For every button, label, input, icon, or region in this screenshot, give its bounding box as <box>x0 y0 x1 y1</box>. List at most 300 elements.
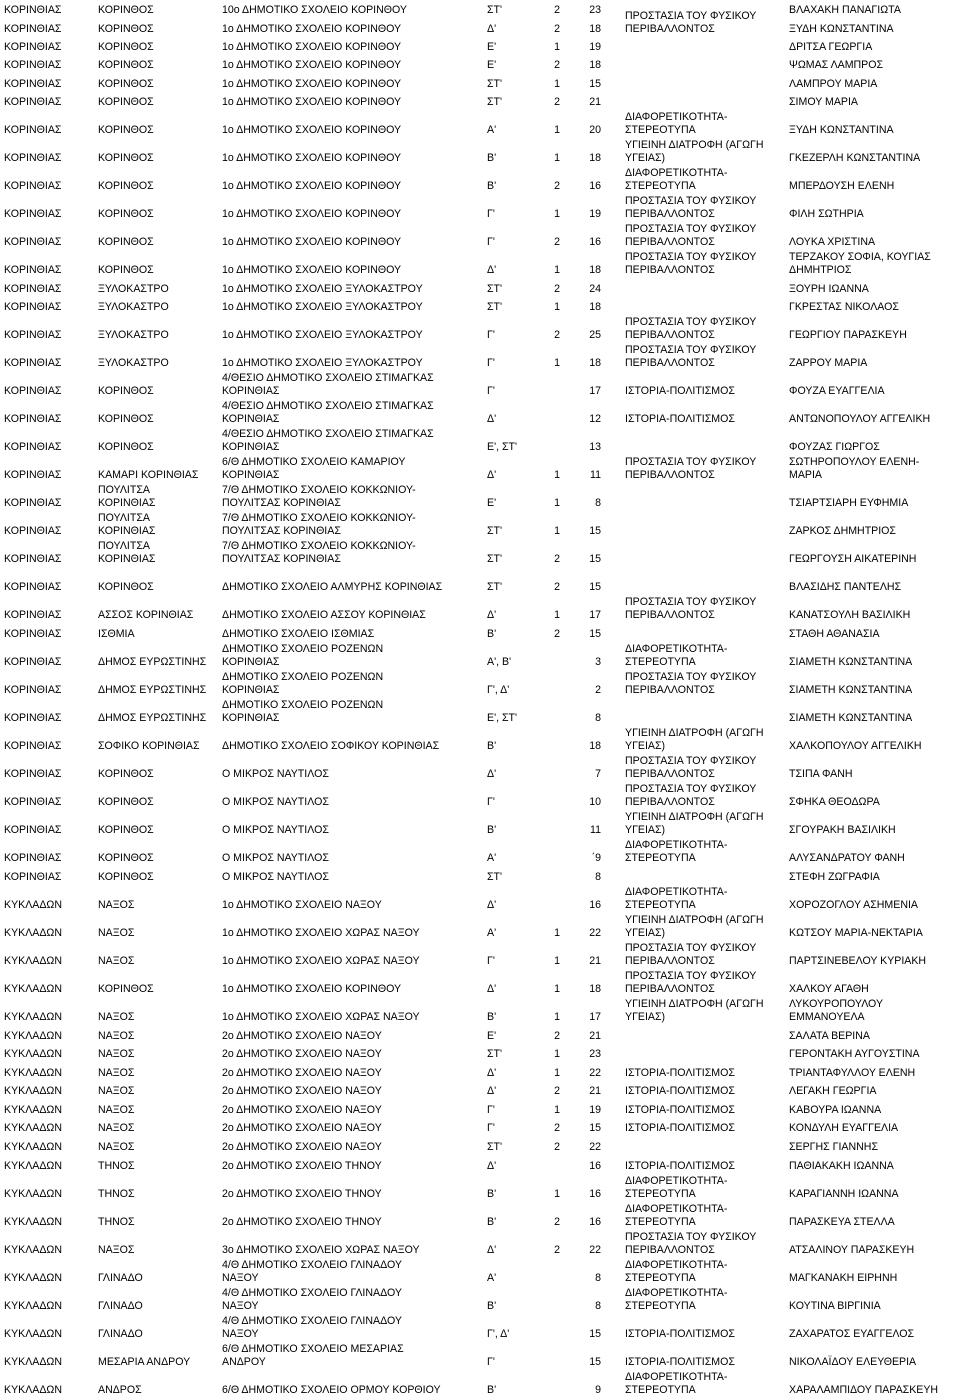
table-row <box>0 1136 960 1155</box>
teacher-cell: ΨΩΜΑΣ ΛΑΜΠΡΟΣ <box>789 59 884 71</box>
program-cell: ΔΙΑΦΟΡΕΤΙΚΟΤΗΤΑ- ΣΤΕΡΕΟΤΥΠΑ <box>625 1203 728 1228</box>
teacher-cell: ΧΑΛΚΟΥ ΑΓΑΘΗ <box>789 983 869 995</box>
teacher-cell: ΣΕΡΓΗΣ ΓΙΑΝΝΗΣ <box>789 1141 879 1153</box>
nomos-cell: ΚΟΡΙΝΘΙΑΣ <box>4 96 62 108</box>
section-cell: 2 <box>554 1085 560 1097</box>
students-cell: 18 <box>589 152 601 164</box>
nomos-cell: ΚΥΚΛΑΔΩΝ <box>4 1356 62 1368</box>
class-cell: Γ', Δ' <box>487 1328 510 1340</box>
program-cell: ΔΙΑΦΟΡΕΤΙΚΟΤΗΤΑ- ΣΤΕΡΕΟΤΥΠΑ <box>625 111 728 136</box>
students-cell: 16 <box>589 899 601 911</box>
section-cell: 2 <box>554 1244 560 1256</box>
nomos-cell: ΚΥΚΛΑΔΩΝ <box>4 983 62 995</box>
dimos-cell: ΚΟΡΙΝΘΟΣ <box>98 413 154 425</box>
table-row <box>0 1370 960 1398</box>
section-cell: 2 <box>554 236 560 248</box>
dimos-cell: ΚΟΡΙΝΘΟΣ <box>98 41 154 53</box>
program-cell: ΔΙΑΦΟΡΕΤΙΚΟΤΗΤΑ- ΣΤΕΡΕΟΤΥΠΑ <box>625 1259 728 1284</box>
teacher-cell: ΛΥΚΟΥΡΟΠΟΥΛΟΥ ΕΜΜΑΝΟΥΕΛΑ <box>789 998 884 1023</box>
class-cell: Δ' <box>487 1085 497 1097</box>
students-cell: 7 <box>595 768 601 780</box>
school-cell: ΔΗΜΟΤΙΚΟ ΣΧΟΛΕΙΟ ΣΟΦΙΚΟΥ ΚΟΡΙΝΘΙΑΣ <box>222 740 440 752</box>
program-cell: ΠΡΟΣΤΑΣΙΑ ΤΟΥ ΦΥΣΙΚΟΥ ΠΕΡΙΒΑΛΛΟΝΤΟΣ <box>625 1231 757 1256</box>
dimos-cell: ΚΟΡΙΝΘΟΣ <box>98 96 154 108</box>
students-cell: 18 <box>589 59 601 71</box>
students-cell: 18 <box>589 301 601 313</box>
teacher-cell: ΠΑΘΙΑΚΑΚΗ ΙΩΑΝΝΑ <box>789 1160 894 1172</box>
dimos-cell: ΚΟΡΙΝΘΟΣ <box>98 871 154 883</box>
dimos-cell: ΚΟΡΙΝΘΟΣ <box>98 264 154 276</box>
school-cell: Ο ΜΙΚΡΟΣ ΝΑΥΤΙΛΟΣ <box>222 824 329 836</box>
nomos-cell: ΚΟΡΙΝΘΙΑΣ <box>4 41 62 53</box>
dimos-cell: ΠΟΥΛΙΤΣΑ ΚΟΡΙΝΘΙΑΣ <box>98 512 156 537</box>
table-row <box>0 166 960 194</box>
students-cell: 16 <box>589 236 601 248</box>
dimos-cell: ΝΑΞΟΣ <box>98 1141 135 1153</box>
program-cell: ΙΣΤΟΡΙΑ-ΠΟΛΙΤΙΣΜΟΣ <box>625 1085 735 1097</box>
program-cell: ΠΡΟΣΤΑΣΙΑ ΤΟΥ ΦΥΣΙΚΟΥ ΠΕΡΙΒΑΛΛΟΝΤΟΣ <box>625 223 757 248</box>
teacher-cell: ΚΟΥΤΙΝΑ ΒΙΡΓΙΝΙΑ <box>789 1300 881 1312</box>
class-cell: Γ' <box>487 329 495 341</box>
teacher-cell: ΜΑΓΚΑΝΑΚΗ ΕΙΡΗΝΗ <box>789 1272 898 1284</box>
teacher-cell: ΓΕΡΟΝΤΑΚΗ ΑΥΓΟΥΣΤΙΝΑ <box>789 1048 920 1060</box>
school-cell: 7/Θ ΔΗΜΟΤΙΚΟ ΣΧΟΛΕΙΟ ΚΟΚΚΩΝΙΟΥ- ΠΟΥΛΙΤΣΑΣ ΚΟΡΙΝΘΙΑΣ <box>222 484 416 509</box>
students-cell: 15 <box>589 553 601 565</box>
nomos-cell: ΚΟΡΙΝΘΙΑΣ <box>4 441 62 453</box>
table-row <box>0 138 960 166</box>
school-cell: 2ο ΔΗΜΟΤΙΚΟ ΣΧΟΛΕΙΟ ΤΗΝΟΥ <box>222 1160 382 1172</box>
table-row <box>0 37 960 55</box>
class-cell: ΣΤ' <box>487 581 503 593</box>
class-cell: Ε' <box>487 497 497 509</box>
table-row <box>0 1314 960 1342</box>
class-cell: Β' <box>487 1011 497 1023</box>
table-row <box>0 73 960 92</box>
students-cell: 23 <box>589 4 601 16</box>
nomos-cell: ΚΟΡΙΝΘΙΑΣ <box>4 329 62 341</box>
program-cell: ΔΙΑΦΟΡΕΤΙΚΟΤΗΤΑ- ΣΤΕΡΕΟΤΥΠΑ <box>625 1371 728 1396</box>
students-cell: 15 <box>589 78 601 90</box>
nomos-cell: ΚΥΚΛΑΔΩΝ <box>4 1085 62 1097</box>
school-cell: 1ο ΔΗΜΟΤΙΚΟ ΣΧΟΛΕΙΟ ΞΥΛΟΚΑΣΤΡΟΥ <box>222 329 423 341</box>
dimos-cell: ΚΟΡΙΝΘΟΣ <box>98 852 154 864</box>
dimos-cell: ΝΑΞΟΣ <box>98 1104 135 1116</box>
students-cell: 21 <box>589 1085 601 1097</box>
program-cell: ΥΓΙΕΙΝΗ ΔΙΑΤΡΟΦΗ (ΑΓΩΓΗ ΥΓΕΙΑΣ) <box>625 811 764 836</box>
students-cell: 22 <box>589 927 601 939</box>
nomos-cell: ΚΟΡΙΝΘΙΑΣ <box>4 385 62 397</box>
dimos-cell: ΙΣΘΜΙΑ <box>98 628 135 640</box>
table-row <box>0 343 960 371</box>
dimos-cell: ΔΗΜΟΣ ΕΥΡΩΣΤΙΝΗΣ <box>98 712 207 724</box>
dimos-cell: ΚΟΡΙΝΘΟΣ <box>98 59 154 71</box>
dimos-cell: ΓΛΙΝΑΔΟ <box>98 1328 143 1340</box>
table-row <box>0 997 960 1025</box>
teacher-cell: ΦΟΥΖΑΣ ΓΙΩΡΓΟΣ <box>789 441 880 453</box>
program-cell: ΠΡΟΣΤΑΣΙΑ ΤΟΥ ΦΥΣΙΚΟΥ ΠΕΡΙΒΑΛΛΟΝΤΟΣ <box>625 671 757 696</box>
nomos-cell: ΚΥΚΛΑΔΩΝ <box>4 1160 62 1172</box>
teacher-cell: ΤΕΡΖΑΚΟΥ ΣΟΦΙΑ, ΚΟΥΓΙΑΣ ΔΗΜΗΤΡΙΟΣ <box>789 251 931 276</box>
section-cell: 1 <box>554 124 560 136</box>
section-cell: 2 <box>554 59 560 71</box>
teacher-cell: ΦΙΛΗ ΣΩΤΗΡΙΑ <box>789 208 864 220</box>
nomos-cell: ΚΥΚΛΑΔΩΝ <box>4 1188 62 1200</box>
students-cell: 16 <box>589 1160 601 1172</box>
students-cell: 19 <box>589 1104 601 1116</box>
dimos-cell: ΞΥΛΟΚΑΣΤΡΟ <box>98 357 169 369</box>
nomos-cell: ΚΥΚΛΑΔΩΝ <box>4 927 62 939</box>
class-cell: Β' <box>487 1216 497 1228</box>
table-row <box>0 782 960 810</box>
nomos-cell: ΚΟΡΙΝΘΙΑΣ <box>4 264 62 276</box>
program-cell: ΔΙΑΦΟΡΕΤΙΚΟΤΗΤΑ- ΣΤΕΡΕΟΤΥΠΑ <box>625 643 728 668</box>
students-cell: 15 <box>589 525 601 537</box>
class-cell: Β' <box>487 1300 497 1312</box>
dimos-cell: ΚΟΡΙΝΘΟΣ <box>98 236 154 248</box>
class-cell: Γ' <box>487 357 495 369</box>
teacher-cell: ΚΑΒΟΥΡΑ ΙΩΑΝΝΑ <box>789 1104 882 1116</box>
program-cell: ΔΙΑΦΟΡΕΤΙΚΟΤΗΤΑ- ΣΤΕΡΕΟΤΥΠΑ <box>625 1175 728 1200</box>
table-row <box>0 539 960 567</box>
program-cell: ΠΡΟΣΤΑΣΙΑ ΤΟΥ ΦΥΣΙΚΟΥ ΠΕΡΙΒΑΛΛΟΝΤΟΣ <box>625 783 757 808</box>
teacher-cell: ΓΕΩΡΓΙΟΥ ΠΑΡΑΣΚΕΥΗ <box>789 329 907 341</box>
table-row <box>0 194 960 222</box>
students-cell: 19 <box>589 41 601 53</box>
table-row <box>0 1062 960 1081</box>
school-cell: ΔΗΜΟΤΙΚΟ ΣΧΟΛΕΙΟ ΙΣΘΜΙΑΣ <box>222 628 375 640</box>
class-cell: Δ' <box>487 1067 497 1079</box>
table-row <box>0 885 960 913</box>
section-cell: 2 <box>554 628 560 640</box>
students-cell: 11 <box>590 469 601 481</box>
teacher-cell: ΣΑΛΑΤΑ ΒΕΡΙΝΑ <box>789 1030 870 1042</box>
school-cell: Ο ΜΙΚΡΟΣ ΝΑΥΤΙΛΟΣ <box>222 852 329 864</box>
teacher-cell: ΓΚΡΕΣΤΑΣ ΝΙΚΟΛΑΟΣ <box>789 301 899 313</box>
nomos-cell: ΚΟΡΙΝΘΙΑΣ <box>4 283 62 295</box>
nomos-cell: ΚΟΡΙΝΘΙΑΣ <box>4 357 62 369</box>
section-cell: 2 <box>554 23 560 35</box>
nomos-cell: ΚΟΡΙΝΘΙΑΣ <box>4 871 62 883</box>
dimos-cell: ΜΕΣΑΡΙΑ ΑΝΔΡΟΥ <box>98 1356 191 1368</box>
class-cell: Δ' <box>487 23 497 35</box>
program-cell: ΠΡΟΣΤΑΣΙΑ ΤΟΥ ΦΥΣΙΚΟΥ ΠΕΡΙΒΑΛΛΟΝΤΟΣ <box>625 344 757 369</box>
table-row <box>0 315 960 343</box>
school-cell: 1ο ΔΗΜΟΤΙΚΟ ΣΧΟΛΕΙΟ ΚΟΡΙΝΘΟΥ <box>222 208 402 220</box>
section-cell: 1 <box>554 301 560 313</box>
table-row <box>0 1044 960 1062</box>
class-cell: Ε' <box>487 59 497 71</box>
students-cell: 23 <box>589 1048 601 1060</box>
dimos-cell: ΝΑΞΟΣ <box>98 927 135 939</box>
nomos-cell: ΚΥΚΛΑΔΩΝ <box>4 1067 62 1079</box>
class-cell: Α', Β' <box>487 656 512 668</box>
class-cell: ΣΤ' <box>487 283 503 295</box>
school-cell: 1ο ΔΗΜΟΤΙΚΟ ΣΧΟΛΕΙΟ ΧΩΡΑΣ ΝΑΞΟΥ <box>222 1011 420 1023</box>
dimos-cell: ΝΑΞΟΣ <box>98 1030 135 1042</box>
students-cell: 16 <box>589 180 601 192</box>
students-cell: 13 <box>589 441 601 453</box>
table-row <box>0 1174 960 1202</box>
school-cell: 1ο ΔΗΜΟΤΙΚΟ ΣΧΟΛΕΙΟ ΝΑΞΟΥ <box>222 899 382 911</box>
class-cell: ΣΤ' <box>487 1048 503 1060</box>
table-row <box>0 110 960 138</box>
school-cell: 2ο ΔΗΜΟΤΙΚΟ ΣΧΟΛΕΙΟ ΝΑΞΟΥ <box>222 1104 382 1116</box>
class-cell: ΣΤ' <box>487 4 503 16</box>
dimos-cell: ΓΛΙΝΑΔΟ <box>98 1272 143 1284</box>
teacher-cell: ΠΑΡΑΣΚΕΥΑ ΣΤΕΛΛΑ <box>789 1216 895 1228</box>
table-row <box>0 1118 960 1136</box>
teacher-cell: ΣΙΑΜΕΤΗ ΚΩΝΣΤΑΝΤΙΝΑ <box>789 712 913 724</box>
dimos-cell: ΝΑΞΟΣ <box>98 1085 135 1097</box>
table-row <box>0 92 960 110</box>
nomos-cell: ΚΟΡΙΝΘΙΑΣ <box>4 824 62 836</box>
school-cell: Ο ΜΙΚΡΟΣ ΝΑΥΤΙΛΟΣ <box>222 871 329 883</box>
program-cell: ΙΣΤΟΡΙΑ-ΠΟΛΙΤΙΣΜΟΣ <box>625 1160 735 1172</box>
students-cell: 20 <box>589 124 601 136</box>
students-cell: 21 <box>589 1030 601 1042</box>
school-cell: 4/Θ ΔΗΜΟΤΙΚΟ ΣΧΟΛΕΙΟ ΓΛΙΝΑΔΟΥ ΝΑΞΟΥ <box>222 1287 402 1312</box>
program-cell: ΠΡΟΣΤΑΣΙΑ ΤΟΥ ΦΥΣΙΚΟΥ ΠΕΡΙΒΑΛΛΟΝΤΟΣ <box>625 10 757 35</box>
section-cell: 1 <box>554 208 560 220</box>
school-cell: 2ο ΔΗΜΟΤΙΚΟ ΣΧΟΛΕΙΟ ΝΑΞΟΥ <box>222 1067 382 1079</box>
school-cell: 7/Θ ΔΗΜΟΤΙΚΟ ΣΧΟΛΕΙΟ ΚΟΚΚΩΝΙΟΥ- ΠΟΥΛΙΤΣΑΣ ΚΟΡΙΝΘΙΑΣ <box>222 512 416 537</box>
class-cell: Β' <box>487 152 497 164</box>
section-cell: 2 <box>554 581 560 593</box>
program-cell: ΔΙΑΦΟΡΕΤΙΚΟΤΗΤΑ- ΣΤΕΡΕΟΤΥΠΑ <box>625 167 728 192</box>
program-cell: ΔΙΑΦΟΡΕΤΙΚΟΤΗΤΑ- ΣΤΕΡΕΟΤΥΠΑ <box>625 839 728 864</box>
section-cell: 1 <box>554 609 560 621</box>
nomos-cell: ΚΟΡΙΝΘΙΑΣ <box>4 628 62 640</box>
school-cell: 1ο ΔΗΜΟΤΙΚΟ ΣΧΟΛΕΙΟ ΚΟΡΙΝΘΟΥ <box>222 78 402 90</box>
class-cell: ΣΤ' <box>487 96 503 108</box>
teacher-cell: ΚΩΤΣΟΥ ΜΑΡΙΑ-ΝΕΚΤΑΡΙΑ <box>789 927 923 939</box>
school-cell: 1ο ΔΗΜΟΤΙΚΟ ΣΧΟΛΕΙΟ ΞΥΛΟΚΑΣΤΡΟΥ <box>222 301 423 313</box>
teacher-cell: ΒΛΑΧΑΚΗ ΠΑΝΑΓΙΩΤΑ <box>789 4 901 16</box>
table-row <box>0 941 960 969</box>
students-cell: 17 <box>589 1011 601 1023</box>
program-cell: ΙΣΤΟΡΙΑ-ΠΟΛΙΤΙΣΜΟΣ <box>625 1328 735 1340</box>
nomos-cell: ΚΟΡΙΝΘΙΑΣ <box>4 59 62 71</box>
school-cell: 4/Θ ΔΗΜΟΤΙΚΟ ΣΧΟΛΕΙΟ ΓΛΙΝΑΔΟΥ ΝΑΞΟΥ <box>222 1315 402 1340</box>
school-cell: 1ο ΔΗΜΟΤΙΚΟ ΣΧΟΛΕΙΟ ΚΟΡΙΝΘΟΥ <box>222 124 402 136</box>
nomos-cell: ΚΥΚΛΑΔΩΝ <box>4 1141 62 1153</box>
class-cell: Β' <box>487 740 497 752</box>
section-cell: 1 <box>554 152 560 164</box>
dimos-cell: ΣΟΦΙΚΟ ΚΟΡΙΝΘΙΑΣ <box>98 740 200 752</box>
school-cell: 2ο ΔΗΜΟΤΙΚΟ ΣΧΟΛΕΙΟ ΝΑΞΟΥ <box>222 1141 382 1153</box>
program-cell: ΙΣΤΟΡΙΑ-ΠΟΛΙΤΙΣΜΟΣ <box>625 385 735 397</box>
dimos-cell: ΚΟΡΙΝΘΟΣ <box>98 23 154 35</box>
table-row <box>0 250 960 278</box>
table-row <box>0 567 960 595</box>
table-row <box>0 1099 960 1118</box>
table-row <box>0 1202 960 1230</box>
school-cell: 1ο ΔΗΜΟΤΙΚΟ ΣΧΟΛΕΙΟ ΚΟΡΙΝΘΟΥ <box>222 983 402 995</box>
dimos-cell: ΝΑΞΟΣ <box>98 1244 135 1256</box>
table-row <box>0 278 960 297</box>
section-cell: 2 <box>554 553 560 565</box>
dimos-cell: ΚΟΡΙΝΘΟΣ <box>98 581 154 593</box>
program-cell: ΙΣΤΟΡΙΑ-ΠΟΛΙΤΙΣΜΟΣ <box>625 1104 735 1116</box>
school-cell: 6/Θ ΔΗΜΟΤΙΚΟ ΣΧΟΛΕΙΟ ΚΑΜΑΡΙΟΥ ΚΟΡΙΝΘΙΑΣ <box>222 456 406 481</box>
school-cell: 1ο ΔΗΜΟΤΙΚΟ ΣΧΟΛΕΙΟ ΞΥΛΟΚΑΣΤΡΟΥ <box>222 357 423 369</box>
teacher-cell: ΞΥΔΗ ΚΩΝΣΤΑΝΤΙΝΑ <box>789 23 894 35</box>
class-cell: Δ' <box>487 413 497 425</box>
table-row <box>0 0 960 18</box>
dimos-cell: ΞΥΛΟΚΑΣΤΡΟ <box>98 329 169 341</box>
dimos-cell: ΝΑΞΟΣ <box>98 1048 135 1060</box>
program-cell: ΙΣΤΟΡΙΑ-ΠΟΛΙΤΙΣΜΟΣ <box>625 1067 735 1079</box>
nomos-cell: ΚΟΡΙΝΘΙΑΣ <box>4 180 62 192</box>
nomos-cell: ΚΟΡΙΝΘΙΑΣ <box>4 796 62 808</box>
class-cell: Δ' <box>487 264 497 276</box>
teacher-cell: ΣΓΟΥΡΑΚΗ ΒΑΣΙΛΙΚΗ <box>789 824 896 836</box>
table-row <box>0 726 960 754</box>
students-cell: 12 <box>589 413 601 425</box>
school-cell: 4/ΘΕΣΙΟ ΔΗΜΟΤΙΚΟ ΣΧΟΛΕΙΟ ΣΤΙΜΑΓΚΑΣ ΚΟΡΙΝΘΙΑΣ <box>222 400 434 425</box>
dimos-cell: ΚΟΡΙΝΘΟΣ <box>98 78 154 90</box>
teacher-cell: ΧΟΡΟΖΟΓΛΟΥ ΑΣΗΜΕΝΙΑ <box>789 899 918 911</box>
teacher-cell: ΧΑΡΑΛΑΜΠΙΔΟΥ ΠΑΡΑΣΚΕΥΗ <box>789 1384 939 1396</box>
nomos-cell: ΚΟΡΙΝΘΙΑΣ <box>4 413 62 425</box>
students-cell: 18 <box>589 740 601 752</box>
nomos-cell: ΚΟΡΙΝΘΙΑΣ <box>4 469 62 481</box>
class-cell: Γ' <box>487 796 495 808</box>
section-cell: 1 <box>554 1048 560 1060</box>
nomos-cell: ΚΥΚΛΑΔΩΝ <box>4 1300 62 1312</box>
dimos-cell: ΓΛΙΝΑΔΟ <box>98 1300 143 1312</box>
school-cell: ΔΗΜΟΤΙΚΟ ΣΧΟΛΕΙΟ ΡΟΖΕΝΩΝ ΚΟΡΙΝΘΙΑΣ <box>222 671 384 696</box>
section-cell: 2 <box>554 283 560 295</box>
class-cell: Ε', ΣΤ' <box>487 712 518 724</box>
school-cell: 7/Θ ΔΗΜΟΤΙΚΟ ΣΧΟΛΕΙΟ ΚΟΚΚΩΝΙΟΥ- ΠΟΥΛΙΤΣΑΣ ΚΟΡΙΝΘΙΑΣ <box>222 540 416 565</box>
nomos-cell: ΚΥΚΛΑΔΩΝ <box>4 1011 62 1023</box>
school-cell: 4/Θ ΔΗΜΟΤΙΚΟ ΣΧΟΛΕΙΟ ΓΛΙΝΑΔΟΥ ΝΑΞΟΥ <box>222 1259 402 1284</box>
section-cell: 1 <box>554 497 560 509</box>
teacher-cell: ΣΦΗΚΑ ΘΕΟΔΩΡΑ <box>789 796 880 808</box>
dimos-cell: ΠΟΥΛΙΤΣΑ ΚΟΡΙΝΘΙΑΣ <box>98 540 156 565</box>
table-row <box>0 642 960 670</box>
class-cell: Γ', Δ' <box>487 684 510 696</box>
table-row <box>0 754 960 782</box>
teacher-cell: ΣΩΤΗΡΟΠΟΥΛΟΥ ΕΛΕΝΗ- ΜΑΡΙΑ <box>789 456 920 481</box>
school-cell: 1ο ΔΗΜΟΤΙΚΟ ΣΧΟΛΕΙΟ ΚΟΡΙΝΘΟΥ <box>222 236 402 248</box>
nomos-cell: ΚΟΡΙΝΘΙΑΣ <box>4 497 62 509</box>
dimos-cell: ΝΑΞΟΣ <box>98 899 135 911</box>
dimos-cell: ΚΟΡΙΝΘΟΣ <box>98 796 154 808</box>
dimos-cell: ΚΟΡΙΝΘΟΣ <box>98 152 154 164</box>
teacher-cell: ΚΑΝΑΤΣΟΥΛΗ ΒΑΣΙΛΙΚΗ <box>789 609 911 621</box>
nomos-cell: ΚΟΡΙΝΘΙΑΣ <box>4 236 62 248</box>
teacher-cell: ΞΥΔΗ ΚΩΝΣΤΑΝΤΙΝΑ <box>789 124 894 136</box>
students-cell: 16 <box>589 1188 601 1200</box>
section-cell: 2 <box>554 1141 560 1153</box>
nomos-cell: ΚΟΡΙΝΘΙΑΣ <box>4 852 62 864</box>
dimos-cell: ΤΗΝΟΣ <box>98 1188 135 1200</box>
students-cell: 8 <box>595 1272 601 1284</box>
section-cell: 1 <box>554 1011 560 1023</box>
teacher-cell: ΤΡΙΑΝΤΑΦΥΛΛΟΥ ΕΛΕΝΗ <box>789 1067 916 1079</box>
school-cell: 2ο ΔΗΜΟΤΙΚΟ ΣΧΟΛΕΙΟ ΝΑΞΟΥ <box>222 1085 382 1097</box>
table-row <box>0 866 960 885</box>
program-cell: ΥΓΙΕΙΝΗ ΔΙΑΤΡΟΦΗ (ΑΓΩΓΗ ΥΓΕΙΑΣ) <box>625 139 764 164</box>
class-cell: Α' <box>487 852 497 864</box>
program-cell: ΠΡΟΣΤΑΣΙΑ ΤΟΥ ΦΥΣΙΚΟΥ ΠΕΡΙΒΑΛΛΟΝΤΟΣ <box>625 251 757 276</box>
dimos-cell: ΔΗΜΟΣ ΕΥΡΩΣΤΙΝΗΣ <box>98 684 207 696</box>
nomos-cell: ΚΟΡΙΝΘΙΑΣ <box>4 525 62 537</box>
dimos-cell: ΠΟΥΛΙΤΣΑ ΚΟΡΙΝΘΙΑΣ <box>98 484 156 509</box>
school-cell: 3ο ΔΗΜΟΤΙΚΟ ΣΧΟΛΕΙΟ ΧΩΡΑΣ ΝΑΞΟΥ <box>222 1244 420 1256</box>
program-cell: ΠΡΟΣΤΑΣΙΑ ΤΟΥ ΦΥΣΙΚΟΥ ΠΕΡΙΒΑΛΛΟΝΤΟΣ <box>625 316 757 341</box>
section-cell: 1 <box>554 1104 560 1116</box>
school-cell: 2ο ΔΗΜΟΤΙΚΟ ΣΧΟΛΕΙΟ ΝΑΞΟΥ <box>222 1030 382 1042</box>
school-cell: 6/Θ ΔΗΜΟΤΙΚΟ ΣΧΟΛΕΙΟ ΜΕΣΑΡΙΑΣ ΑΝΔΡΟΥ <box>222 1343 404 1368</box>
class-cell: Ε' <box>487 41 497 53</box>
class-cell: Δ' <box>487 1244 497 1256</box>
students-cell: 3 <box>595 656 601 668</box>
section-cell: 1 <box>554 469 560 481</box>
table-row <box>0 1155 960 1174</box>
nomos-cell: ΚΥΚΛΑΔΩΝ <box>4 1328 62 1340</box>
school-cell: 1ο ΔΗΜΟΤΙΚΟ ΣΧΟΛΕΙΟ ΚΟΡΙΝΘΟΥ <box>222 264 402 276</box>
teacher-cell: ΣΤΕΦΗ ΖΩΓΡΑΦΙΑ <box>789 871 880 883</box>
teacher-cell: ΛΟΥΚΑ ΧΡΙΣΤΙΝΑ <box>789 236 876 248</box>
school-cell: 1ο ΔΗΜΟΤΙΚΟ ΣΧΟΛΕΙΟ ΚΟΡΙΝΘΟΥ <box>222 23 402 35</box>
class-cell: Α' <box>487 1272 497 1284</box>
class-cell: Α' <box>487 927 497 939</box>
nomos-cell: ΚΥΚΛΑΔΩΝ <box>4 1384 62 1396</box>
nomos-cell: ΚΟΡΙΝΘΙΑΣ <box>4 4 62 16</box>
class-cell: Δ' <box>487 768 497 780</box>
section-cell: 1 <box>554 41 560 53</box>
class-cell: ΣΤ' <box>487 1141 503 1153</box>
class-cell: ΣΤ' <box>487 78 503 90</box>
teacher-cell: ΖΑΡΚΟΣ ΔΗΜΗΤΡΙΟΣ <box>789 525 896 537</box>
class-cell: Δ' <box>487 609 497 621</box>
nomos-cell: ΚΟΡΙΝΘΙΑΣ <box>4 768 62 780</box>
students-cell: 18 <box>589 264 601 276</box>
teacher-cell: ΣΙΑΜΕΤΗ ΚΩΝΣΤΑΝΤΙΝΑ <box>789 684 913 696</box>
nomos-cell: ΚΥΚΛΑΔΩΝ <box>4 955 62 967</box>
table-row <box>0 670 960 698</box>
teacher-cell: ΒΛΑΣΙΔΗΣ ΠΑΝΤΕΛΗΣ <box>789 581 902 593</box>
class-cell: Γ' <box>487 955 495 967</box>
teacher-cell: ΑΛΥΣΑΝΔΡΑΤΟΥ ΦΑΝΗ <box>789 852 905 864</box>
class-cell: Γ' <box>487 236 495 248</box>
teacher-cell: ΛΕΓΑΚΗ ΓΕΩΡΓΙΑ <box>789 1085 877 1097</box>
students-cell: 17 <box>589 609 601 621</box>
nomos-cell: ΚΥΚΛΑΔΩΝ <box>4 1216 62 1228</box>
students-cell: 15 <box>589 628 601 640</box>
school-cell: 1ο ΔΗΜΟΤΙΚΟ ΣΧΟΛΕΙΟ ΚΟΡΙΝΘΟΥ <box>222 59 402 71</box>
dimos-cell: ΑΝΔΡΟΣ <box>98 1384 142 1396</box>
nomos-cell: ΚΥΚΛΑΔΩΝ <box>4 1272 62 1284</box>
class-cell: Β' <box>487 1188 497 1200</box>
class-cell: ΣΤ' <box>487 553 503 565</box>
school-cell: 2ο ΔΗΜΟΤΙΚΟ ΣΧΟΛΕΙΟ ΝΑΞΟΥ <box>222 1048 382 1060</box>
class-cell: Β' <box>487 1384 497 1396</box>
table-row <box>0 1286 960 1314</box>
students-cell: 10 <box>589 796 601 808</box>
section-cell: 2 <box>554 180 560 192</box>
students-cell: 17 <box>589 385 601 397</box>
table-row <box>0 511 960 539</box>
teacher-cell: ΚΑΡΑΓΙΑΝΝΗ ΙΩΑΝΝΑ <box>789 1188 899 1200</box>
school-cell: 2ο ΔΗΜΟΤΙΚΟ ΣΧΟΛΕΙΟ ΤΗΝΟΥ <box>222 1188 382 1200</box>
class-cell: Β' <box>487 628 497 640</box>
students-cell: 15 <box>589 1356 601 1368</box>
teacher-cell: ΦΟΥΖΑ ΕΥΑΓΓΕΛΙΑ <box>789 385 885 397</box>
